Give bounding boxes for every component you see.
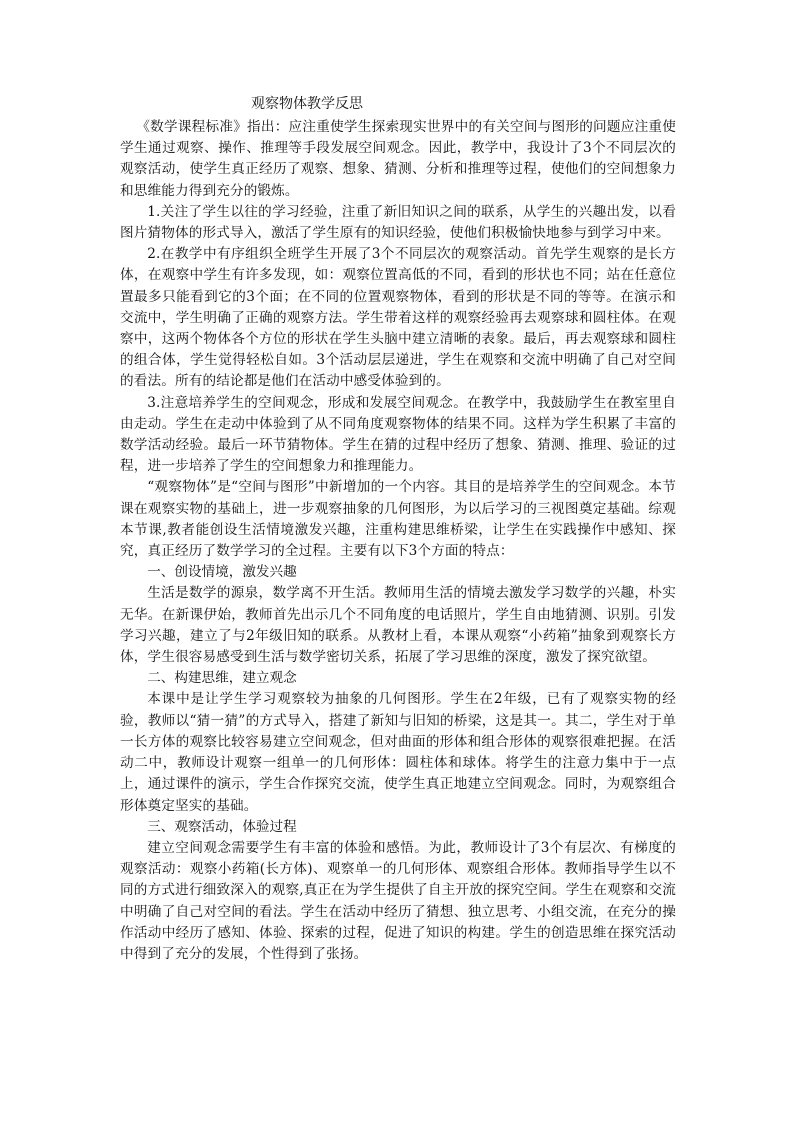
section-3-heading: 三、观察活动，体验过程 bbox=[147, 818, 297, 835]
section-2-heading: 二、构建思维，建立观念 bbox=[147, 670, 297, 687]
document-page bbox=[120, 94, 676, 965]
point-3-paragraph: 3.注意培养学生的空间观念，形成和发展空间观念。在教学中，我鼓励学生在教室里自由走动。学生在走动中体验到了从不同角度观察物体的结果不同。这样为学生积累了丰富的数学活动经验。最后一环节猜物体。学生在猜的过程中经历了想象、猜测、推理、验证的过程，进一步培养了学生的空间想象力和推理能力。 bbox=[120, 394, 676, 475]
section-2-body: 本课中是让学生学习观察较为抽象的几何图形。学生在2年级，已有了观察实物的经验，教师以“猜一猜”的方式导入，搭建了新知与旧知的桥梁，这是其一。其二，学生对于单一长方体的观察比较容易建立空间观念，但对曲面的形体和组合形体的观察很难把握。在活动二中，教师设计观察一组单一的几何形体：圆柱体和球体。将学生的注意力集中于一点上，通过课件的演示，学生合作探究交流，使学生真正地建立空间观念。同时，为观察组合形体奠定坚实的基础。 bbox=[120, 691, 676, 814]
point-2-paragraph: 2.在教学中有序组织全班学生开展了3个不同层次的观察活动。首先学生观察的是长方体，在观察中学生有许多发现，如：观察位置高低的不同，看到的形状也不同；站在任意位置最多只能看到它的3个面；在不同的位置观察物体，看到的形状是不同的等等。在演示和交流中，学生明确了正确的观察方法。学生带着这样的观察经验再去观察球和圆柱体。在观察中，这两个物体各个方位的形状在学生头脑中建立清晰的表象。最后，再去观察球和圆柱的组合体，学生觉得轻松自如。3个活动层层递进，学生在观察和交流中明确了自己对空间的看法。所有的结论都是他们在活动中感受体验到的。 bbox=[120, 246, 676, 390]
point-1-paragraph: 1.关注了学生以往的学习经验，注重了新旧知识之间的联系，从学生的兴趣出发，以看图片猜物体的形式导入，激活了学生原有的知识经验，使他们积极愉快地参与到学习中来。 bbox=[120, 203, 676, 242]
intro-paragraph: 《数学课程标准》指出：应注重使学生探索现实世界中的有关空间与图形的问题应注重使学生通过观察、操作、推理等手段发展空间观念。因此，教学中，我设计了3个不同层次的观察活动，使学生真正经历了观察、想象、猜测、分析和推理等过程，使他们的空间想象力和思维能力得到充分的锻炼。 bbox=[120, 119, 676, 199]
section-1-body: 生活是数学的源泉，数学离不开生活。教师用生活的情境去激发学习数学的兴趣，朴实无华。在新课伊始，教师首先出示几个不同角度的电话照片，学生自由地猜测、识别。引发学习兴趣，建立了与2年级旧知的联系。从教材上看，本课从观察“小药箱”抽象到观察长方体，学生很容易感受到生活与数学密切关系，拓展了学习思维的深度，激发了探究欲望。 bbox=[120, 585, 676, 666]
overview-paragraph: “观察物体”是“空间与图形”中新增加的一个内容。其目的是培养学生的空间观念。本节课在观察实物的基础上，进一步观察抽象的几何图形，为以后学习的三视图奠定基础。综观本节课,教者能创设生活情境激发兴趣，注重构建思维桥梁，让学生在实践操作中感知、探究，真正经历了数学学习的全过程。主要有以下3个方面的特点： bbox=[120, 479, 676, 560]
section-1-heading: 一、创设情境，激发兴趣 bbox=[147, 564, 297, 581]
section-3-body: 建立空间观念需要学生有丰富的体验和感悟。为此，教师设计了3个有层次、有梯度的观察活动：观察小药箱(长方体)、观察单一的几何形体、观察组合形体。教师指导学生以不同的方式进行细致深入的观察,真正在为学生提供了自主开放的探究空间。学生在观察和交流中明确了自己对空间的看法。学生在活动中经历了猜想、独立思考、小组交流，在充分的操作活动中经历了感知、体验、探索的过程，促进了知识的构建。学生的创造思维在探究活动中得到了充分的发展，个性得到了张扬。 bbox=[120, 839, 676, 962]
document-title: 观察物体教学反思 bbox=[251, 96, 363, 112]
